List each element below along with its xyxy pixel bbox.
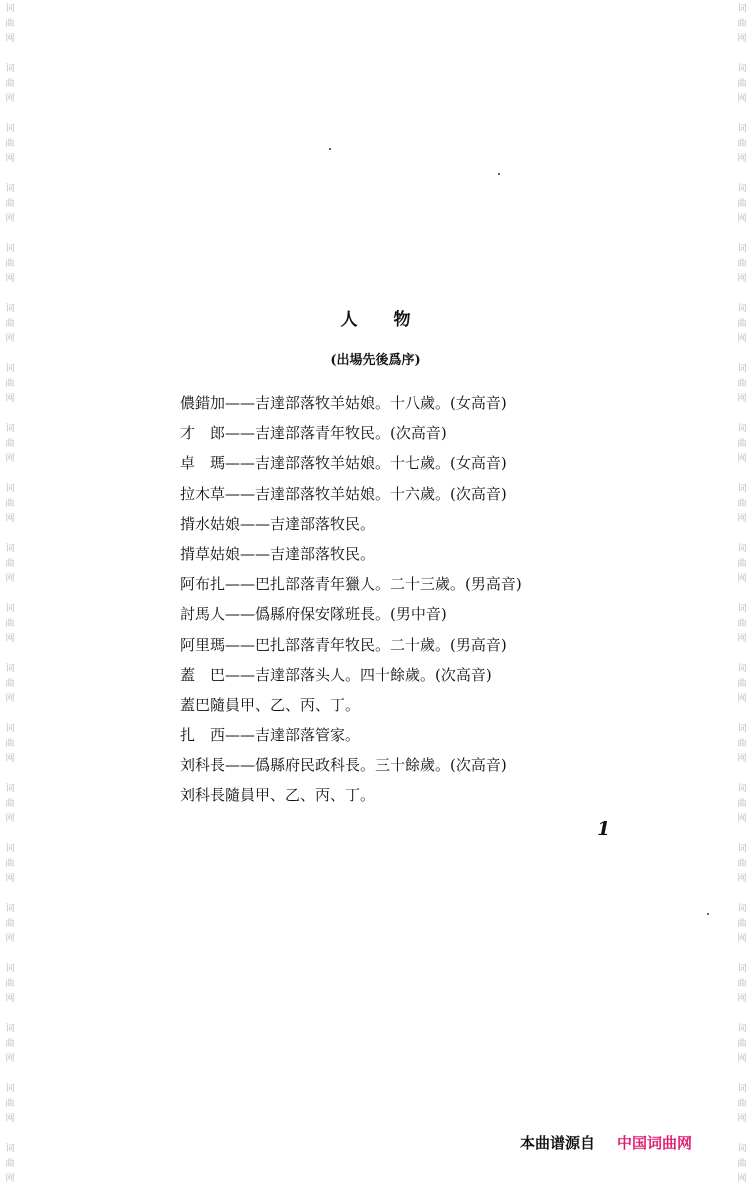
watermark-char: 词 — [737, 244, 747, 254]
watermark-char: 曲 — [5, 139, 15, 149]
watermark-char: 词 — [737, 724, 747, 734]
watermark-char: 词 — [737, 604, 747, 614]
cast-entry: 扎 西——吉達部落管家。 — [180, 726, 361, 745]
watermark-stamp — [3, 242, 17, 287]
watermark-stamp — [735, 122, 749, 167]
watermark-char: 曲 — [5, 559, 15, 569]
watermark-char: 词 — [737, 64, 747, 74]
watermark-stamp — [3, 842, 17, 887]
cast-entry: 揹草姑娘——吉達部落牧民。 — [180, 544, 376, 563]
watermark-stamp — [735, 1022, 749, 1067]
watermark-char: 网 — [5, 1174, 15, 1184]
watermark-char: 曲 — [737, 139, 747, 149]
watermark-stamp — [735, 662, 749, 707]
watermark-char: 曲 — [5, 499, 15, 509]
scan-speck — [329, 148, 331, 150]
watermark-char: 曲 — [737, 739, 747, 749]
watermark-char: 曲 — [737, 919, 747, 929]
watermark-char: 网 — [737, 214, 747, 224]
page-number: 1 — [597, 818, 611, 840]
watermark-stamp — [3, 1082, 17, 1127]
watermark-char: 网 — [737, 934, 747, 944]
scan-speck — [707, 913, 709, 915]
watermark-char: 网 — [737, 994, 747, 1004]
watermark-stamp — [3, 482, 17, 527]
watermark-char: 曲 — [5, 1159, 15, 1169]
watermark-char: 网 — [737, 574, 747, 584]
watermark-char: 词 — [5, 1144, 15, 1154]
watermark-char: 曲 — [5, 739, 15, 749]
cast-entry: 阿里瑪——巴扎部落青年牧民。二十歲。(男高音) — [180, 635, 507, 654]
watermark-char: 曲 — [737, 259, 747, 269]
watermark-char: 网 — [737, 754, 747, 764]
watermark-char: 网 — [5, 814, 15, 824]
watermark-char: 曲 — [5, 679, 15, 689]
watermark-char: 曲 — [5, 379, 15, 389]
watermark-char: 网 — [5, 34, 15, 44]
watermark-char: 词 — [737, 1024, 747, 1034]
watermark-char: 曲 — [5, 619, 15, 629]
watermark-char: 网 — [737, 154, 747, 164]
watermark-char: 词 — [737, 964, 747, 974]
watermark-stamp — [3, 782, 17, 827]
watermark-char: 曲 — [737, 1039, 747, 1049]
watermark-char: 网 — [737, 814, 747, 824]
watermark-char: 曲 — [737, 499, 747, 509]
watermark-stamp — [3, 722, 17, 767]
watermark-stamp — [3, 362, 17, 407]
page-subtitle: (出場先後爲序) — [330, 353, 421, 368]
watermark-char: 网 — [5, 934, 15, 944]
watermark-char: 词 — [737, 304, 747, 314]
watermark-char: 词 — [5, 544, 15, 554]
watermark-stamp — [735, 962, 749, 1007]
watermark-char: 网 — [5, 694, 15, 704]
watermark-char: 曲 — [737, 319, 747, 329]
watermark-char: 词 — [5, 844, 15, 854]
watermark-char: 网 — [737, 514, 747, 524]
watermark-char: 曲 — [737, 439, 747, 449]
scan-speck — [498, 173, 500, 175]
watermark-stamp — [3, 542, 17, 587]
watermark-char: 曲 — [5, 1039, 15, 1049]
watermark-char: 词 — [737, 184, 747, 194]
cast-entry: 揹水姑娘——吉達部落牧民。 — [180, 514, 376, 533]
watermark-char: 网 — [5, 754, 15, 764]
watermark-char: 词 — [5, 424, 15, 434]
watermark-char: 词 — [5, 4, 15, 14]
cast-entry: 蓋巴隨員甲、乙、丙、丁。 — [180, 695, 361, 714]
watermark-char: 网 — [737, 874, 747, 884]
cast-entry: 刘科長——僞縣府民政科長。三十餘歲。(次高音) — [180, 756, 507, 775]
watermark-char: 词 — [5, 604, 15, 614]
watermark-char: 曲 — [737, 979, 747, 989]
watermark-stamp — [3, 962, 17, 1007]
watermark-stamp — [735, 542, 749, 587]
watermark-char: 词 — [737, 844, 747, 854]
watermark-char: 曲 — [737, 19, 747, 29]
watermark-char: 词 — [5, 184, 15, 194]
watermark-char: 曲 — [5, 979, 15, 989]
watermark-char: 词 — [737, 4, 747, 14]
watermark-char: 曲 — [737, 679, 747, 689]
watermark-char: 曲 — [5, 439, 15, 449]
watermark-char: 曲 — [5, 919, 15, 929]
watermark-char: 曲 — [5, 799, 15, 809]
page-title: 人物 — [340, 310, 447, 330]
watermark-char: 词 — [5, 124, 15, 134]
watermark-column-right — [735, 0, 749, 1187]
watermark-char: 曲 — [5, 1099, 15, 1109]
cast-entry: 卓 瑪——吉達部落牧羊姑娘。十七歲。(女高音) — [180, 454, 507, 473]
watermark-char: 网 — [737, 1174, 747, 1184]
footer-site-link[interactable]: 中国词曲网 — [617, 1134, 693, 1152]
watermark-char: 曲 — [737, 1159, 747, 1169]
cast-entry: 阿布扎——巴扎部落青年獵人。二十三歲。(男高音) — [180, 575, 522, 594]
watermark-char: 网 — [5, 94, 15, 104]
watermark-char: 曲 — [5, 319, 15, 329]
watermark-char: 网 — [737, 1054, 747, 1064]
watermark-stamp — [3, 662, 17, 707]
watermark-char: 网 — [5, 874, 15, 884]
watermark-char: 词 — [737, 664, 747, 674]
watermark-char: 网 — [737, 454, 747, 464]
watermark-stamp — [735, 422, 749, 467]
watermark-char: 词 — [737, 424, 747, 434]
watermark-char: 词 — [5, 64, 15, 74]
watermark-stamp — [3, 422, 17, 467]
watermark-char: 词 — [5, 364, 15, 374]
watermark-char: 词 — [737, 364, 747, 374]
watermark-char: 网 — [5, 514, 15, 524]
watermark-char: 网 — [5, 994, 15, 1004]
watermark-char: 曲 — [5, 199, 15, 209]
watermark-char: 网 — [5, 1114, 15, 1124]
watermark-stamp — [3, 902, 17, 947]
watermark-char: 曲 — [737, 799, 747, 809]
watermark-char: 网 — [737, 94, 747, 104]
watermark-char: 曲 — [5, 259, 15, 269]
watermark-char: 词 — [737, 544, 747, 554]
watermark-char: 词 — [5, 664, 15, 674]
source-footer — [520, 1132, 692, 1153]
watermark-char: 词 — [5, 784, 15, 794]
watermark-char: 曲 — [737, 619, 747, 629]
watermark-char: 网 — [737, 1114, 747, 1124]
watermark-char: 曲 — [5, 859, 15, 869]
watermark-char: 词 — [5, 1084, 15, 1094]
watermark-char: 词 — [5, 1024, 15, 1034]
watermark-stamp — [735, 62, 749, 107]
watermark-column-left — [3, 0, 17, 1187]
watermark-char: 网 — [5, 1054, 15, 1064]
watermark-char: 词 — [737, 904, 747, 914]
watermark-stamp — [3, 122, 17, 167]
cast-list — [180, 388, 620, 811]
cast-entry: 刘科長隨員甲、乙、丙、丁。 — [180, 786, 376, 805]
watermark-char: 词 — [737, 784, 747, 794]
cast-entry: 儂錯加——吉達部落牧羊姑娘。十八歲。(女高音) — [180, 394, 507, 412]
watermark-stamp — [735, 1082, 749, 1127]
watermark-stamp — [735, 782, 749, 827]
watermark-char: 网 — [5, 334, 15, 344]
watermark-stamp — [735, 2, 749, 47]
watermark-char: 曲 — [737, 859, 747, 869]
watermark-char: 词 — [5, 244, 15, 254]
watermark-char: 网 — [737, 634, 747, 644]
watermark-stamp — [735, 242, 749, 287]
watermark-char: 曲 — [737, 79, 747, 89]
watermark-stamp — [735, 842, 749, 887]
watermark-stamp — [3, 62, 17, 107]
watermark-stamp — [735, 722, 749, 767]
watermark-char: 曲 — [737, 1099, 747, 1109]
watermark-char: 词 — [5, 484, 15, 494]
watermark-char: 网 — [5, 394, 15, 404]
watermark-char: 曲 — [5, 79, 15, 89]
watermark-char: 网 — [737, 334, 747, 344]
watermark-char: 词 — [737, 1144, 747, 1154]
watermark-stamp — [3, 2, 17, 47]
watermark-char: 网 — [5, 154, 15, 164]
watermark-stamp — [735, 602, 749, 647]
watermark-char: 词 — [737, 1084, 747, 1094]
watermark-char: 曲 — [5, 19, 15, 29]
watermark-char: 词 — [5, 904, 15, 914]
cast-entry: 才 郎——吉達部落青年牧民。(次高音) — [180, 424, 447, 443]
watermark-stamp — [3, 1142, 17, 1187]
footer-source-label: 本曲谱源自 — [520, 1134, 596, 1152]
cast-entry: 拉木草——吉達部落牧羊姑娘。十六歲。(次高音) — [180, 484, 507, 503]
watermark-char: 网 — [737, 34, 747, 44]
watermark-char: 网 — [5, 214, 15, 224]
watermark-char: 词 — [737, 484, 747, 494]
watermark-char: 曲 — [737, 379, 747, 389]
watermark-char: 网 — [5, 634, 15, 644]
watermark-char: 网 — [737, 394, 747, 404]
watermark-stamp — [735, 182, 749, 227]
watermark-stamp — [735, 902, 749, 947]
cast-entry: 蓋 巴——吉達部落头人。四十餘歲。(次高音) — [180, 665, 492, 684]
cast-entry: 討馬人——僞縣府保安隊班長。(男中音) — [180, 605, 447, 624]
watermark-char: 网 — [5, 454, 15, 464]
watermark-char: 词 — [5, 724, 15, 734]
watermark-char: 曲 — [737, 199, 747, 209]
watermark-stamp — [735, 482, 749, 527]
watermark-char: 词 — [737, 124, 747, 134]
watermark-char: 词 — [5, 964, 15, 974]
watermark-char: 网 — [5, 574, 15, 584]
watermark-stamp — [3, 1022, 17, 1067]
watermark-stamp — [735, 1142, 749, 1187]
watermark-stamp — [735, 362, 749, 407]
watermark-char: 网 — [737, 694, 747, 704]
watermark-char: 网 — [5, 274, 15, 284]
watermark-char: 网 — [737, 274, 747, 284]
watermark-stamp — [3, 182, 17, 227]
watermark-char: 曲 — [737, 559, 747, 569]
watermark-char: 词 — [5, 304, 15, 314]
watermark-stamp — [3, 602, 17, 647]
